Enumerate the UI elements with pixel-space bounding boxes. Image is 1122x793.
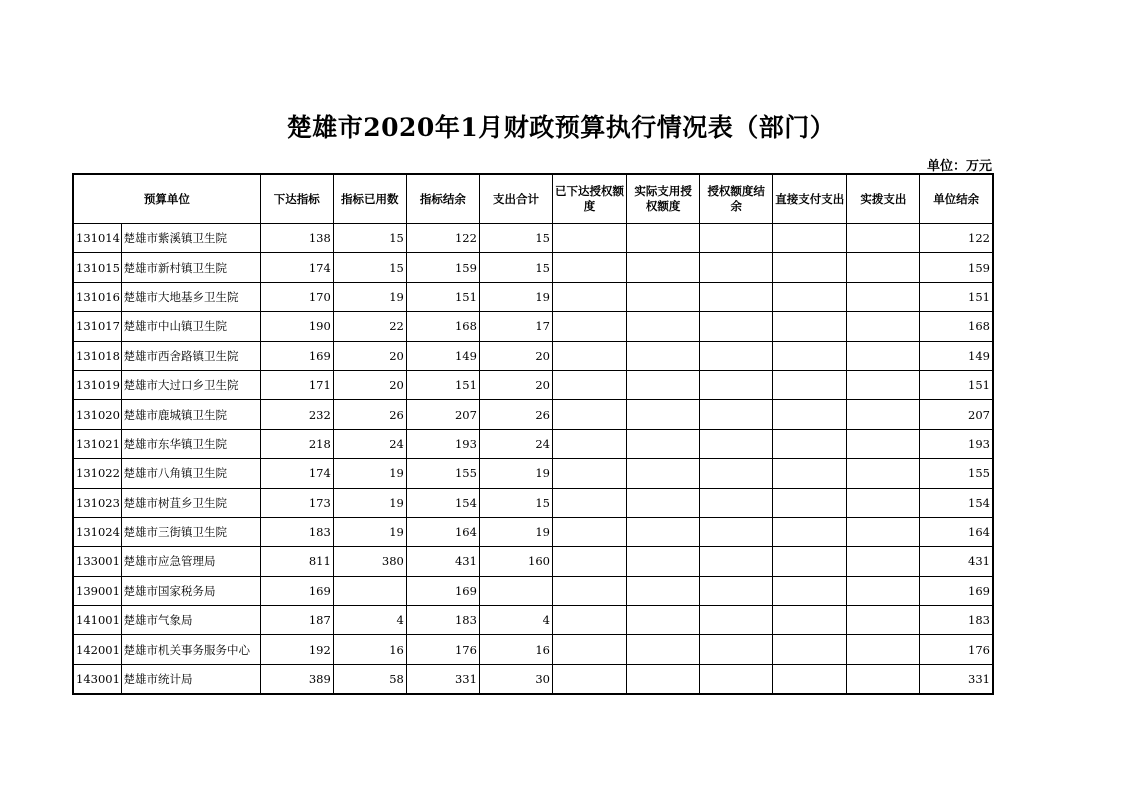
cell-used: 19 xyxy=(333,459,406,488)
cell-total: 20 xyxy=(479,341,552,370)
cell-direct xyxy=(773,312,847,341)
cell-allocated xyxy=(847,312,920,341)
cell-auth-balance xyxy=(700,664,773,694)
page-title: 楚雄市2020年1月财政预算执行情况表（部门） xyxy=(286,113,836,142)
cell-used: 15 xyxy=(333,253,406,282)
cell-used: 15 xyxy=(333,224,406,253)
cell-issued: 170 xyxy=(260,282,333,311)
table-header-row xyxy=(73,174,993,224)
cell-direct xyxy=(773,547,847,576)
cell-used: 26 xyxy=(333,400,406,429)
cell-auth-used xyxy=(627,253,700,282)
cell-issued: 138 xyxy=(260,224,333,253)
cell-auth-balance xyxy=(700,312,773,341)
cell-used: 19 xyxy=(333,282,406,311)
cell-issued: 183 xyxy=(260,517,333,546)
cell-auth-balance xyxy=(700,488,773,517)
cell-code: 133001 xyxy=(73,547,121,576)
cell-auth-used xyxy=(627,547,700,576)
cell-code: 131018 xyxy=(73,341,121,370)
cell-auth-issued xyxy=(553,635,627,664)
cell-code: 131024 xyxy=(73,517,121,546)
cell-total: 19 xyxy=(479,459,552,488)
cell-allocated xyxy=(847,576,920,605)
cell-unit-balance: 193 xyxy=(920,429,993,458)
cell-balance: 154 xyxy=(406,488,479,517)
table-row xyxy=(73,312,993,341)
cell-code: 131014 xyxy=(73,224,121,253)
cell-auth-balance xyxy=(700,635,773,664)
column-header: 下达指标 xyxy=(260,174,333,224)
cell-allocated xyxy=(847,370,920,399)
cell-name: 楚雄市统计局 xyxy=(121,664,260,694)
cell-auth-issued xyxy=(553,282,627,311)
cell-balance: 151 xyxy=(406,370,479,399)
budget-table xyxy=(72,173,994,695)
cell-auth-issued xyxy=(553,224,627,253)
column-header: 支出合计 xyxy=(479,174,552,224)
cell-unit-balance: 151 xyxy=(920,282,993,311)
cell-total: 16 xyxy=(479,635,552,664)
cell-code: 143001 xyxy=(73,664,121,694)
cell-total: 160 xyxy=(479,547,552,576)
cell-issued: 169 xyxy=(260,341,333,370)
cell-auth-issued xyxy=(553,370,627,399)
cell-balance: 155 xyxy=(406,459,479,488)
cell-name: 楚雄市大地基乡卫生院 xyxy=(121,282,260,311)
cell-used xyxy=(333,576,406,605)
cell-unit-balance: 122 xyxy=(920,224,993,253)
table-row xyxy=(73,664,993,694)
cell-balance: 169 xyxy=(406,576,479,605)
cell-auth-used xyxy=(627,224,700,253)
cell-used: 20 xyxy=(333,370,406,399)
cell-direct xyxy=(773,576,847,605)
cell-name: 楚雄市八角镇卫生院 xyxy=(121,459,260,488)
cell-name: 楚雄市东华镇卫生院 xyxy=(121,429,260,458)
cell-auth-used xyxy=(627,517,700,546)
cell-balance: 331 xyxy=(406,664,479,694)
cell-unit-balance: 331 xyxy=(920,664,993,694)
cell-auth-issued xyxy=(553,547,627,576)
cell-auth-balance xyxy=(700,370,773,399)
cell-total: 19 xyxy=(479,282,552,311)
cell-direct xyxy=(773,370,847,399)
cell-used: 58 xyxy=(333,664,406,694)
cell-used: 24 xyxy=(333,429,406,458)
cell-auth-balance xyxy=(700,429,773,458)
table-row xyxy=(73,282,993,311)
cell-auth-issued xyxy=(553,341,627,370)
cell-auth-used xyxy=(627,459,700,488)
cell-auth-used xyxy=(627,606,700,635)
cell-balance: 183 xyxy=(406,606,479,635)
cell-unit-balance: 183 xyxy=(920,606,993,635)
cell-total: 17 xyxy=(479,312,552,341)
cell-issued: 173 xyxy=(260,488,333,517)
column-header: 指标结余 xyxy=(406,174,479,224)
cell-auth-balance xyxy=(700,224,773,253)
cell-issued: 218 xyxy=(260,429,333,458)
cell-direct xyxy=(773,429,847,458)
column-header: 已下达授权额度 xyxy=(553,174,627,224)
cell-balance: 207 xyxy=(406,400,479,429)
cell-allocated xyxy=(847,341,920,370)
column-header: 授权额度结余 xyxy=(700,174,773,224)
cell-used: 4 xyxy=(333,606,406,635)
cell-balance: 164 xyxy=(406,517,479,546)
cell-unit-balance: 168 xyxy=(920,312,993,341)
cell-allocated xyxy=(847,547,920,576)
cell-name: 楚雄市三街镇卫生院 xyxy=(121,517,260,546)
cell-auth-balance xyxy=(700,253,773,282)
cell-allocated xyxy=(847,400,920,429)
cell-auth-balance xyxy=(700,547,773,576)
cell-unit-balance: 176 xyxy=(920,635,993,664)
cell-balance: 122 xyxy=(406,224,479,253)
cell-code: 131017 xyxy=(73,312,121,341)
cell-total: 15 xyxy=(479,488,552,517)
cell-name: 楚雄市树苴乡卫生院 xyxy=(121,488,260,517)
cell-allocated xyxy=(847,488,920,517)
cell-used: 19 xyxy=(333,517,406,546)
cell-code: 131023 xyxy=(73,488,121,517)
table-row xyxy=(73,606,993,635)
cell-issued: 187 xyxy=(260,606,333,635)
table-row xyxy=(73,253,993,282)
table-row xyxy=(73,429,993,458)
column-header: 单位结余 xyxy=(920,174,993,224)
cell-allocated xyxy=(847,429,920,458)
table-row xyxy=(73,400,993,429)
cell-name: 楚雄市国家税务局 xyxy=(121,576,260,605)
cell-auth-used xyxy=(627,282,700,311)
cell-balance: 149 xyxy=(406,341,479,370)
cell-unit-balance: 431 xyxy=(920,547,993,576)
cell-auth-used xyxy=(627,576,700,605)
cell-auth-balance xyxy=(700,341,773,370)
cell-issued: 174 xyxy=(260,253,333,282)
cell-code: 142001 xyxy=(73,635,121,664)
cell-auth-balance xyxy=(700,517,773,546)
cell-allocated xyxy=(847,606,920,635)
cell-balance: 168 xyxy=(406,312,479,341)
cell-name: 楚雄市气象局 xyxy=(121,606,260,635)
cell-used: 19 xyxy=(333,488,406,517)
cell-allocated xyxy=(847,253,920,282)
cell-code: 131021 xyxy=(73,429,121,458)
cell-allocated xyxy=(847,664,920,694)
cell-name: 楚雄市紫溪镇卫生院 xyxy=(121,224,260,253)
cell-issued: 232 xyxy=(260,400,333,429)
cell-code: 139001 xyxy=(73,576,121,605)
table-row xyxy=(73,459,993,488)
cell-issued: 190 xyxy=(260,312,333,341)
cell-code: 131019 xyxy=(73,370,121,399)
cell-code: 131015 xyxy=(73,253,121,282)
column-header: 预算单位 xyxy=(73,174,260,224)
cell-name: 楚雄市应急管理局 xyxy=(121,547,260,576)
cell-auth-issued xyxy=(553,253,627,282)
cell-used: 16 xyxy=(333,635,406,664)
cell-allocated xyxy=(847,635,920,664)
cell-auth-used xyxy=(627,488,700,517)
cell-name: 楚雄市西舍路镇卫生院 xyxy=(121,341,260,370)
cell-total: 24 xyxy=(479,429,552,458)
cell-balance: 159 xyxy=(406,253,479,282)
table-row xyxy=(73,547,993,576)
cell-direct xyxy=(773,517,847,546)
unit-label: 单位：万元 xyxy=(926,159,992,174)
cell-code: 131022 xyxy=(73,459,121,488)
cell-direct xyxy=(773,253,847,282)
cell-name: 楚雄市鹿城镇卫生院 xyxy=(121,400,260,429)
cell-direct xyxy=(773,282,847,311)
table-row xyxy=(73,576,993,605)
cell-auth-used xyxy=(627,635,700,664)
cell-auth-issued xyxy=(553,429,627,458)
cell-direct xyxy=(773,224,847,253)
cell-name: 楚雄市新村镇卫生院 xyxy=(121,253,260,282)
table-row xyxy=(73,224,993,253)
cell-allocated xyxy=(847,224,920,253)
cell-auth-issued xyxy=(553,459,627,488)
column-header: 实际支用授权额度 xyxy=(627,174,700,224)
cell-issued: 169 xyxy=(260,576,333,605)
table-row xyxy=(73,341,993,370)
cell-balance: 151 xyxy=(406,282,479,311)
cell-unit-balance: 155 xyxy=(920,459,993,488)
cell-issued: 811 xyxy=(260,547,333,576)
cell-total: 30 xyxy=(479,664,552,694)
cell-used: 22 xyxy=(333,312,406,341)
cell-code: 131020 xyxy=(73,400,121,429)
cell-balance: 193 xyxy=(406,429,479,458)
cell-auth-issued xyxy=(553,400,627,429)
cell-balance: 176 xyxy=(406,635,479,664)
cell-issued: 389 xyxy=(260,664,333,694)
cell-auth-used xyxy=(627,312,700,341)
cell-auth-issued xyxy=(553,606,627,635)
cell-auth-used xyxy=(627,429,700,458)
cell-auth-balance xyxy=(700,282,773,311)
cell-name: 楚雄市大过口乡卫生院 xyxy=(121,370,260,399)
cell-unit-balance: 164 xyxy=(920,517,993,546)
cell-used: 380 xyxy=(333,547,406,576)
cell-allocated xyxy=(847,282,920,311)
cell-auth-balance xyxy=(700,459,773,488)
cell-unit-balance: 207 xyxy=(920,400,993,429)
column-header: 实拨支出 xyxy=(847,174,920,224)
cell-unit-balance: 154 xyxy=(920,488,993,517)
cell-auth-issued xyxy=(553,576,627,605)
cell-auth-used xyxy=(627,664,700,694)
table-row xyxy=(73,488,993,517)
cell-auth-balance xyxy=(700,400,773,429)
cell-code: 141001 xyxy=(73,606,121,635)
cell-allocated xyxy=(847,517,920,546)
cell-unit-balance: 169 xyxy=(920,576,993,605)
cell-direct xyxy=(773,635,847,664)
cell-name: 楚雄市中山镇卫生院 xyxy=(121,312,260,341)
cell-auth-issued xyxy=(553,517,627,546)
cell-balance: 431 xyxy=(406,547,479,576)
cell-direct xyxy=(773,459,847,488)
cell-direct xyxy=(773,341,847,370)
cell-total xyxy=(479,576,552,605)
cell-unit-balance: 149 xyxy=(920,341,993,370)
cell-unit-balance: 151 xyxy=(920,370,993,399)
cell-total: 15 xyxy=(479,253,552,282)
cell-used: 20 xyxy=(333,341,406,370)
cell-total: 15 xyxy=(479,224,552,253)
cell-issued: 192 xyxy=(260,635,333,664)
cell-total: 20 xyxy=(479,370,552,399)
cell-name: 楚雄市机关事务服务中心 xyxy=(121,635,260,664)
cell-auth-issued xyxy=(553,312,627,341)
cell-unit-balance: 159 xyxy=(920,253,993,282)
table-row xyxy=(73,517,993,546)
cell-total: 19 xyxy=(479,517,552,546)
table-row xyxy=(73,635,993,664)
cell-code: 131016 xyxy=(73,282,121,311)
cell-auth-balance xyxy=(700,606,773,635)
cell-total: 26 xyxy=(479,400,552,429)
cell-direct xyxy=(773,664,847,694)
column-header: 指标已用数 xyxy=(333,174,406,224)
cell-total: 4 xyxy=(479,606,552,635)
cell-issued: 171 xyxy=(260,370,333,399)
cell-auth-used xyxy=(627,400,700,429)
cell-auth-used xyxy=(627,370,700,399)
cell-direct xyxy=(773,606,847,635)
column-header: 直接支付支出 xyxy=(773,174,847,224)
cell-auth-used xyxy=(627,341,700,370)
cell-allocated xyxy=(847,459,920,488)
cell-direct xyxy=(773,488,847,517)
cell-direct xyxy=(773,400,847,429)
cell-auth-issued xyxy=(553,488,627,517)
cell-issued: 174 xyxy=(260,459,333,488)
cell-auth-issued xyxy=(553,664,627,694)
table-row xyxy=(73,370,993,399)
cell-auth-balance xyxy=(700,576,773,605)
